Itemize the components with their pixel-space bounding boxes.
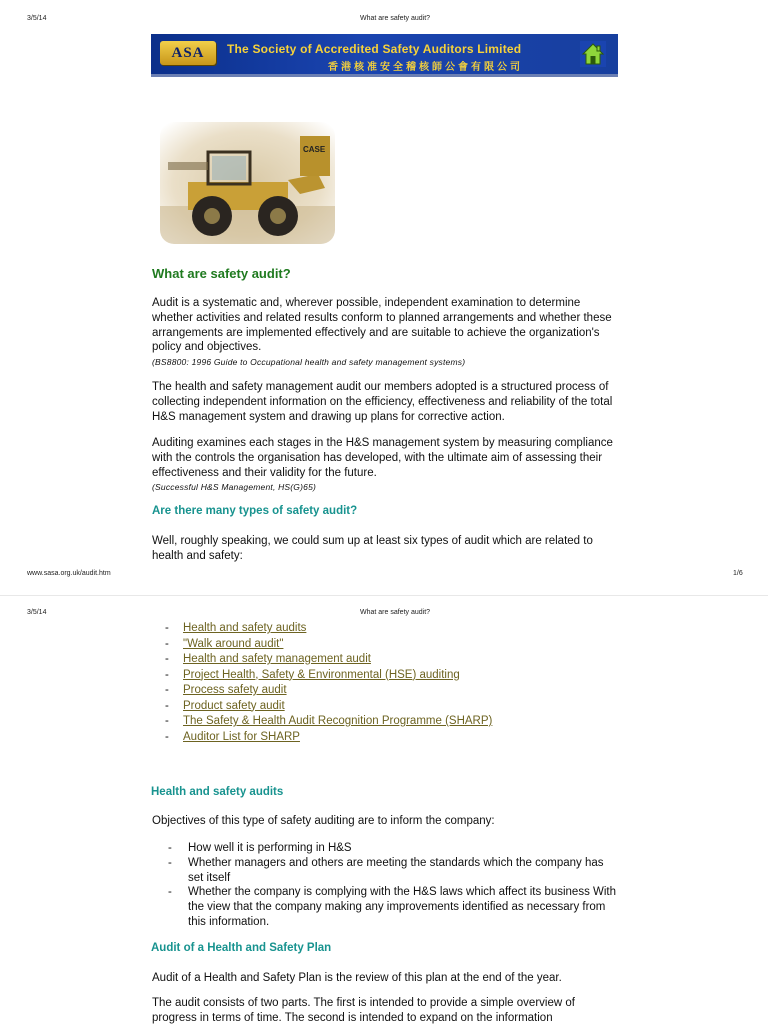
list-item: - Whether managers and others are meeting the standards which the company has set itself [168, 856, 618, 886]
link-walk-around-audit[interactable]: "Walk around audit" [183, 637, 284, 650]
link-auditor-list-sharp[interactable]: Auditor List for SHARP [183, 730, 300, 743]
list-item: - How well it is performing in H&S [168, 841, 618, 856]
home-button[interactable] [580, 41, 606, 67]
link-process-safety-audit[interactable]: Process safety audit [183, 684, 287, 696]
logo-text: ASA [171, 45, 205, 61]
objectives-paragraph: Objectives of this type of safety auditing are to inform the company: [152, 815, 495, 827]
types-intro-paragraph: Well, roughly speaking, we could sum up at least six types of audit which are related to health and safety: [152, 535, 593, 562]
list-item: - Whether the company is complying with the H&S laws which affect its business With the view that the company making any improvements identified as necessary from this information. [168, 885, 618, 929]
construction-loader-photo [160, 122, 335, 244]
page1-date: 3/5/14 [27, 15, 47, 22]
link-sharp[interactable]: The Safety & Health Audit Recognition Programme (SHARP) [183, 715, 493, 727]
section-heading-health-and-safety-audits: Health and safety audits [151, 786, 284, 798]
banner-title: The Society of Accredited Safety Auditors Limited [227, 42, 522, 56]
objectives-bullet-list [168, 841, 618, 930]
page-break-divider [0, 595, 768, 596]
definition-paragraph [152, 296, 622, 370]
management-audit-paragraph: The health and safety management audit our members adopted is a structured process of collecting independent information on the efficiency, effectiveness and reliability of the total H&S management system and drawing up plans for corrective action. [152, 381, 613, 423]
audit-types-link-list [165, 621, 492, 745]
link-health-and-safety-audits[interactable]: Health and safety audits [183, 622, 307, 634]
link-product-safety-audit[interactable]: Product safety audit [183, 699, 285, 712]
list-item [165, 699, 492, 715]
page1-header-title: What are safety audit? [360, 15, 431, 22]
svg-text:CASE: CASE [303, 145, 326, 154]
list-item [165, 730, 492, 746]
list-item [165, 652, 492, 668]
list-item [165, 714, 492, 730]
plan-review-paragraph: Audit of a Health and Safety Plan is the review of this plan at the end of the year. [152, 972, 562, 984]
banner-subtitle: 香港核准安全稽核師公會有限公司 [328, 62, 523, 73]
page2-header-title: What are safety audit? [360, 609, 431, 616]
list-item [165, 621, 492, 637]
page1-footer-url: www.sasa.org.uk/audit.htm [27, 570, 111, 577]
section-heading-types-of-audit: Are there many types of safety audit? [152, 505, 358, 517]
definition-citation: (BS8800: 1996 Guide to Occupational health and safety management systems) [152, 357, 466, 368]
link-project-hse-auditing[interactable]: Project Health, Safety & Environmental (HSE) auditing [183, 668, 460, 681]
list-item [165, 668, 492, 684]
definition-text: Audit is a systematic and, wherever possible, independent examination to determine whether activities and related results conform to planned arrangements and whether these arrangements are implemented effectively and are suitable to achieve the organization's policy and objectives. [152, 297, 612, 354]
auditing-examines-text: Auditing examines each stages in the H&S management system by measuring compliance with the controls the organisation has developed, with the ultimate aim of assessing their effectiveness and their validity for the future. [152, 437, 613, 479]
home-icon [580, 41, 606, 67]
hsg65-citation: (Successful H&S Management, HS(G)65) [152, 482, 317, 493]
list-item [165, 683, 492, 699]
plan-parts-paragraph: The audit consists of two parts. The first is intended to provide a simple overview of progress in terms of time. The second is intended to expand on the information [152, 997, 575, 1024]
auditing-examines-paragraph [152, 436, 622, 495]
asa-logo[interactable] [160, 41, 216, 65]
section-heading-what-are-safety-audit: What are safety audit? [152, 266, 291, 281]
link-hs-management-audit[interactable]: Health and safety management audit [183, 653, 371, 665]
section-heading-audit-of-hs-plan: Audit of a Health and Safety Plan [151, 942, 332, 954]
page1-footer-page-number: 1/6 [733, 570, 743, 577]
page2-date: 3/5/14 [27, 609, 47, 616]
list-item [165, 637, 492, 653]
